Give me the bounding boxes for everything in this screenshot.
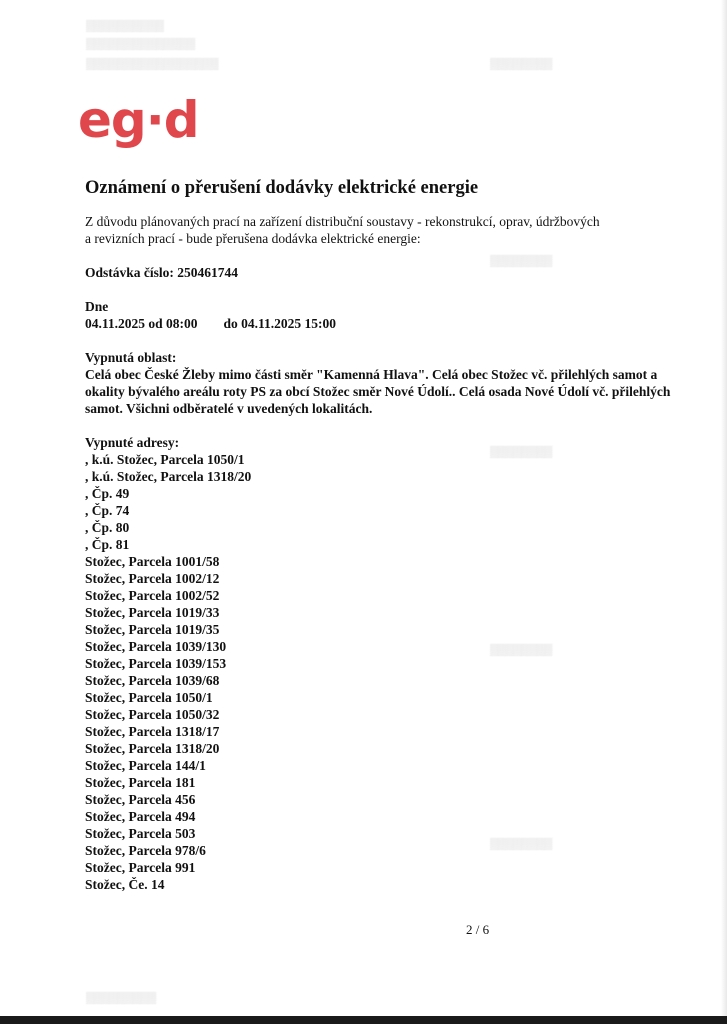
document-title: Oznámení o přerušení dodávky elektrické energie: [85, 178, 479, 198]
address-item: , Čp. 49: [85, 486, 130, 501]
date-range: [85, 315, 336, 332]
address-item: Stožec, Parcela 1039/153: [85, 656, 227, 671]
addresses-label: Vypnuté adresy:: [85, 435, 180, 450]
address-item: Stožec, Parcela 1318/17: [85, 724, 220, 739]
address-item: Stožec, Parcela 144/1: [85, 758, 206, 773]
show-through-mark: ▒▒▒▒▒▒▒▒▒: [86, 992, 157, 1004]
address-item: Stožec, Parcela 978/6: [85, 843, 206, 858]
area-description: Celá obec České Žleby mimo části směr "Kamenná Hlava". Celá obec Stožec vč. přilehlých samot a okality bývalého areálu roty PS za obcí Stožec směr Nové Údolí.. Celá osada Nové Údolí vč. přilehlých samot. Všichni odběratelé v uvedených lokalitách.: [85, 367, 671, 416]
intro-paragraph: Z důvodu plánovaných prací na zařízení distribuční soustavy - rekonstrukcí, oprav, údržbových a revizních prací - bude přerušena dodávka elektrické energie:: [85, 214, 600, 246]
show-through-mark: ▒▒▒▒▒▒▒▒▒▒▒▒▒▒▒▒▒: [86, 58, 219, 70]
address-item: , Čp. 80: [85, 520, 130, 535]
show-through-mark: ▒▒▒▒▒▒▒▒: [490, 58, 553, 70]
address-item: Stožec, Parcela 1318/20: [85, 741, 220, 756]
show-through-mark: ▒▒▒▒▒▒▒▒▒▒: [86, 20, 164, 32]
address-item: Stožec, Parcela 991: [85, 860, 196, 875]
address-item: Stožec, Če. 14: [85, 877, 165, 892]
outage-number: Odstávka číslo: 250461744: [85, 265, 239, 280]
address-item: Stožec, Parcela 1050/32: [85, 707, 220, 722]
address-item: , k.ú. Stožec, Parcela 1318/20: [85, 469, 252, 484]
address-item: Stožec, Parcela 181: [85, 775, 196, 790]
address-item: Stožec, Parcela 1002/52: [85, 588, 220, 603]
address-item: Stožec, Parcela 1019/35: [85, 622, 220, 637]
page-edge: [721, 0, 727, 1016]
address-item: , Čp. 81: [85, 537, 130, 552]
address-item: Stožec, Parcela 1039/130: [85, 639, 227, 654]
address-item: Stožec, Parcela 1002/12: [85, 571, 220, 586]
area-label: Vypnutá oblast:: [85, 350, 177, 365]
address-item: , k.ú. Stožec, Parcela 1050/1: [85, 452, 245, 467]
address-item: Stožec, Parcela 1050/1: [85, 690, 213, 705]
egd-logo: eg·d: [78, 91, 199, 149]
address-item: Stožec, Parcela 1001/58: [85, 554, 220, 569]
address-item: Stožec, Parcela 1039/68: [85, 673, 220, 688]
show-through-mark: ▒▒▒▒▒▒▒▒: [490, 644, 553, 656]
show-through-mark: ▒▒▒▒▒▒▒▒: [490, 838, 553, 850]
show-through-mark: ▒▒▒▒▒▒▒▒: [490, 446, 553, 458]
address-list: [85, 451, 251, 893]
address-item: Stožec, Parcela 456: [85, 792, 196, 807]
date-label: Dne: [85, 299, 109, 314]
page-number: 2 / 6: [466, 922, 490, 937]
show-through-mark: ▒▒▒▒▒▒▒▒▒▒▒▒▒▒: [86, 38, 196, 50]
address-item: Stožec, Parcela 1019/33: [85, 605, 220, 620]
page-bottom-border: [0, 1016, 727, 1024]
show-through-mark: ▒▒▒▒▒▒▒▒: [490, 255, 553, 267]
address-item: Stožec, Parcela 503: [85, 826, 196, 841]
date-from: 04.11.2025 od 08:00: [85, 316, 198, 331]
date-to: do 04.11.2025 15:00: [223, 316, 337, 331]
address-item: Stožec, Parcela 494: [85, 809, 196, 824]
address-item: , Čp. 74: [85, 503, 130, 518]
